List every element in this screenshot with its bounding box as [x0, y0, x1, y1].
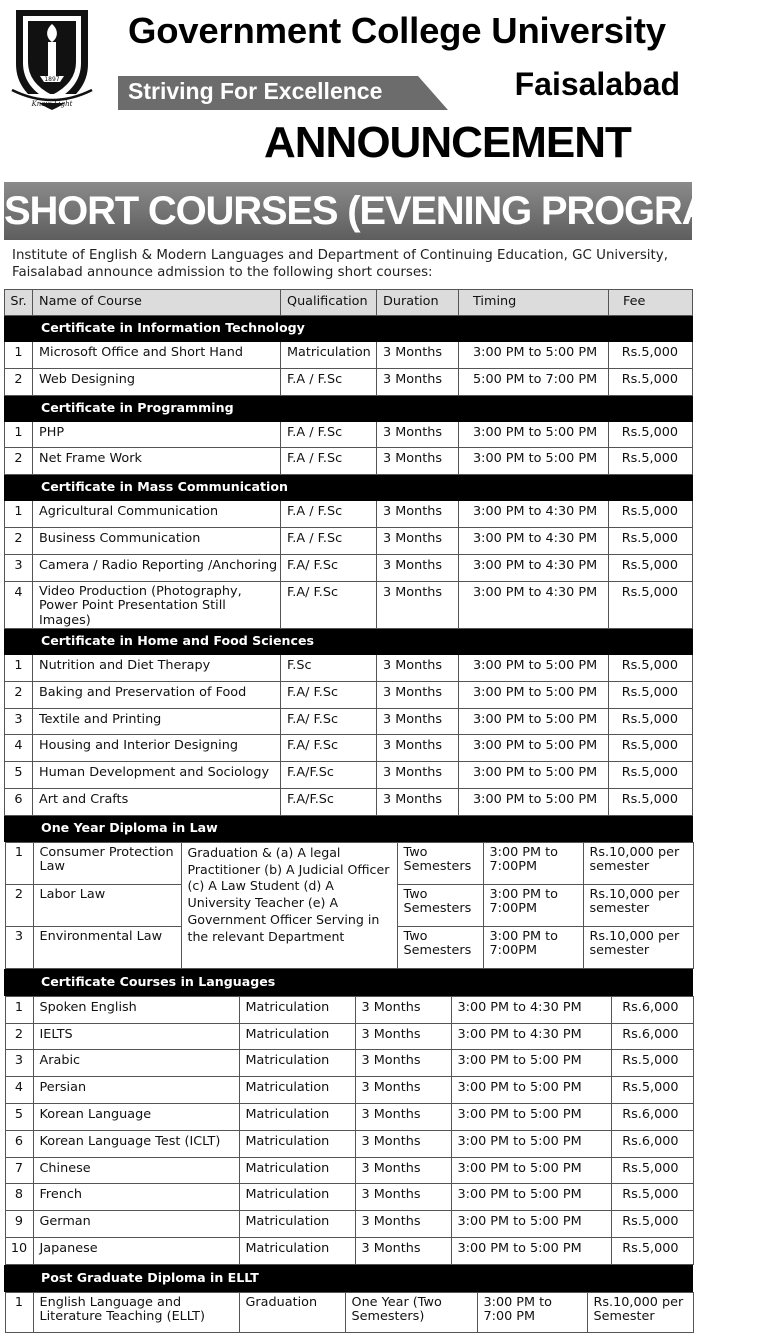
row-qualification: F.A/F.Sc: [281, 789, 377, 816]
row-duration: 3 Months: [355, 1184, 451, 1211]
section-header: [5, 629, 693, 655]
row-duration: 3 Months: [377, 448, 459, 475]
row-sr: 2: [5, 527, 33, 554]
row-timing: 3:00 PM to 4:30 PM: [459, 527, 609, 554]
row-sr: 2: [5, 681, 33, 708]
row-duration: 3 Months: [355, 1238, 451, 1265]
table-row: [5, 1184, 693, 1211]
row-course: Textile and Printing: [33, 708, 281, 735]
row-course: Arabic: [33, 1050, 239, 1077]
row-timing: 3:00 PM to 5:00 PM: [459, 655, 609, 682]
row-course: Video Production (Photography, Power Point Presentation Still Images): [33, 581, 281, 629]
row-fee: Rs.6,000: [611, 1104, 693, 1131]
row-fee: Rs.5,000: [609, 421, 693, 448]
row-fee: Rs.5,000: [609, 554, 693, 581]
row-duration: 3 Months: [377, 527, 459, 554]
row-sr: 2: [5, 368, 33, 395]
row-duration: 3 Months: [355, 1050, 451, 1077]
row-duration: 3 Months: [355, 1211, 451, 1238]
row-fee: Rs.5,000: [609, 735, 693, 762]
lang-table-wrapper-row: [5, 995, 693, 1265]
row-timing: 3:00 PM to 5:00 PM: [459, 708, 609, 735]
row-timing: 3:00 PM to 5:00 PM: [459, 448, 609, 475]
row-qualification: F.A / F.Sc: [281, 527, 377, 554]
row-course: Labor Law: [33, 884, 181, 926]
row-course: Chinese: [33, 1157, 239, 1184]
row-fee: Rs.5,000: [609, 789, 693, 816]
row-course: Business Communication: [33, 527, 281, 554]
row-fee: Rs.5,000: [611, 1211, 693, 1238]
row-timing: 3:00 PM to 4:30 PM: [451, 1023, 611, 1050]
row-duration: 3 Months: [377, 681, 459, 708]
row-duration: 3 Months: [355, 1130, 451, 1157]
row-course: Korean Language: [33, 1104, 239, 1131]
row-timing: 3:00 PM to 5:00 PM: [451, 1184, 611, 1211]
row-sr: 6: [5, 1130, 33, 1157]
row-qualification: Matriculation: [239, 1238, 355, 1265]
row-timing: 3:00 PM to 4:30 PM: [451, 996, 611, 1023]
row-course: Agricultural Communication: [33, 501, 281, 528]
row-sr: 3: [5, 926, 33, 968]
section-header: [5, 395, 693, 421]
row-sr: 3: [5, 1050, 33, 1077]
section-header: [5, 969, 693, 995]
table-row: [5, 1292, 693, 1332]
row-sr: 5: [5, 1104, 33, 1131]
row-timing: 3:00 PM to 4:30 PM: [459, 581, 609, 629]
lang-table-cell: [5, 995, 693, 1265]
pgd-table: [5, 1292, 694, 1333]
table-header-row: [5, 290, 693, 316]
row-timing: 3:00 PM to 5:00 PM: [451, 1157, 611, 1184]
row-fee: Rs.5,000: [609, 342, 693, 369]
row-course: Korean Language Test (ICLT): [33, 1130, 239, 1157]
row-qualification: Matriculation: [239, 1157, 355, 1184]
languages-table: [5, 996, 694, 1265]
table-row: [5, 527, 693, 554]
row-duration: 3 Months: [377, 554, 459, 581]
row-course: Baking and Preservation of Food: [33, 681, 281, 708]
row-duration: 3 Months: [355, 1157, 451, 1184]
intro-text: Institute of English & Modern Languages and Department of Continuing Education, GC University, Faisalabad announce admission to the following short courses:: [12, 248, 668, 280]
row-qualification: F.A/ F.Sc: [281, 708, 377, 735]
crest-motto: Know Light: [31, 100, 73, 108]
row-timing: 3:00 PM to 5:00 PM: [459, 421, 609, 448]
row-course: Camera / Radio Reporting /Anchoring: [33, 554, 281, 581]
row-timing: 3:00 PM to 4:30 PM: [459, 554, 609, 581]
table-row: [5, 762, 693, 789]
row-sr: 1: [5, 842, 33, 884]
row-duration: 3 Months: [377, 421, 459, 448]
row-qualification: F.A/F.Sc: [281, 762, 377, 789]
row-fee: Rs.6,000: [611, 1023, 693, 1050]
header-timing: Timing: [459, 290, 609, 316]
row-fee: Rs.5,000: [611, 1184, 693, 1211]
table-row: [5, 681, 693, 708]
table-row: [5, 501, 693, 528]
table-row: [5, 1050, 693, 1077]
row-course: Japanese: [33, 1238, 239, 1265]
row-qualification: F.A/ F.Sc: [281, 735, 377, 762]
row-course: Human Development and Sociology: [33, 762, 281, 789]
row-qualification: F.A/ F.Sc: [281, 581, 377, 629]
pgd-table-wrapper-row: [5, 1291, 693, 1333]
row-qualification: F.A / F.Sc: [281, 501, 377, 528]
row-timing: 3:00 PM to 7:00 PM: [477, 1292, 587, 1332]
table-row: [5, 581, 693, 629]
row-sr: 1: [5, 1292, 33, 1332]
banner-text: SHORT COURSES (EVENING PROGRAMS): [4, 189, 779, 233]
row-course: Housing and Interior Designing: [33, 735, 281, 762]
section-title-languages: Certificate Courses in Languages: [5, 969, 693, 995]
row-timing: 3:00 PM to 5:00 PM: [451, 1050, 611, 1077]
row-course: Web Designing: [33, 368, 281, 395]
section-title-law: One Year Diploma in Law: [5, 815, 693, 841]
row-qualification: Graduation: [239, 1292, 345, 1332]
section-header: [5, 475, 693, 501]
program-banner: [4, 182, 779, 240]
row-duration: 3 Months: [377, 762, 459, 789]
announcement-header: [0, 0, 696, 182]
pgd-table-cell: [5, 1291, 693, 1333]
law-table-cell: [5, 841, 693, 969]
row-fee: Rs.10,000 per Semester: [587, 1292, 693, 1332]
row-qualification: Matriculation: [239, 1184, 355, 1211]
row-course: Microsoft Office and Short Hand: [33, 342, 281, 369]
row-timing: 3:00 PM to 5:00 PM: [459, 789, 609, 816]
row-fee: Rs.5,000: [609, 448, 693, 475]
row-course: PHP: [33, 421, 281, 448]
table-row: [5, 996, 693, 1023]
crest-year: 1897: [44, 76, 60, 83]
row-timing: 3:00 PM to 5:00 PM: [459, 735, 609, 762]
row-qualification: Matriculation: [239, 1077, 355, 1104]
row-course: French: [33, 1184, 239, 1211]
row-course: English Language and Literature Teaching (ELLT): [33, 1292, 239, 1332]
table-row: [5, 708, 693, 735]
row-timing: 3:00 PM to 5:00 PM: [451, 1104, 611, 1131]
row-timing: 3:00 PM to 5:00 PM: [459, 342, 609, 369]
header-sr: Sr.: [5, 290, 33, 316]
row-duration: 3 Months: [377, 368, 459, 395]
row-course: German: [33, 1211, 239, 1238]
row-fee: Rs.5,000: [609, 681, 693, 708]
table-row: [5, 1077, 693, 1104]
row-duration: 3 Months: [377, 581, 459, 629]
table-row: [5, 842, 693, 884]
table-row: [5, 342, 693, 369]
row-course: Spoken English: [33, 996, 239, 1023]
row-timing: 3:00 PM to 5:00 PM: [451, 1211, 611, 1238]
row-duration: 3 Months: [377, 655, 459, 682]
row-fee: Rs.5,000: [609, 501, 693, 528]
row-qualification: Matriculation: [281, 342, 377, 369]
row-sr: 4: [5, 581, 33, 629]
row-timing: 5:00 PM to 7:00 PM: [459, 368, 609, 395]
section-title-home-food: Certificate in Home and Food Sciences: [5, 629, 693, 655]
law-table-wrapper-row: [5, 841, 693, 969]
row-duration: 3 Months: [377, 501, 459, 528]
row-sr: 6: [5, 789, 33, 816]
row-sr: 3: [5, 708, 33, 735]
university-crest-icon: [10, 6, 94, 114]
row-duration: Two Semesters: [397, 884, 483, 926]
row-course: Net Frame Work: [33, 448, 281, 475]
row-timing: 3:00 PM to 5:00 PM: [459, 681, 609, 708]
row-duration: 3 Months: [355, 1104, 451, 1131]
row-course: Consumer Protection Law: [33, 842, 181, 884]
row-fee: Rs.5,000: [611, 1238, 693, 1265]
table-row: [5, 554, 693, 581]
row-course: Nutrition and Diet Therapy: [33, 655, 281, 682]
header-fee: Fee: [609, 290, 693, 316]
section-header: [5, 316, 693, 342]
row-timing: 3:00 PM to 5:00 PM: [451, 1130, 611, 1157]
row-timing: 3:00 PM to 7:00PM: [483, 926, 583, 968]
table-row: [5, 448, 693, 475]
row-sr: 1: [5, 342, 33, 369]
row-sr: 2: [5, 884, 33, 926]
row-qualification: Matriculation: [239, 996, 355, 1023]
row-qualification: Matriculation: [239, 1211, 355, 1238]
row-duration: One Year (Two Semesters): [345, 1292, 477, 1332]
table-row: [5, 1023, 693, 1050]
table-row: [5, 1157, 693, 1184]
section-header: [5, 815, 693, 841]
row-timing: 3:00 PM to 5:00 PM: [451, 1238, 611, 1265]
row-fee: Rs.6,000: [611, 996, 693, 1023]
row-fee: Rs.6,000: [611, 1130, 693, 1157]
row-duration: 3 Months: [355, 1077, 451, 1104]
university-name: Government College University: [128, 10, 666, 51]
table-row: [5, 1130, 693, 1157]
announcement-title: ANNOUNCEMENT: [264, 118, 631, 167]
row-fee: Rs.5,000: [609, 762, 693, 789]
row-qualification: F.A/ F.Sc: [281, 681, 377, 708]
row-qualification: Matriculation: [239, 1130, 355, 1157]
table-row: [5, 421, 693, 448]
row-qualification: F.A / F.Sc: [281, 448, 377, 475]
slogan: Striving For Excellence: [128, 78, 383, 104]
row-course: Art and Crafts: [33, 789, 281, 816]
row-course: IELTS: [33, 1023, 239, 1050]
row-duration: Two Semesters: [397, 842, 483, 884]
row-fee: Rs.5,000: [611, 1157, 693, 1184]
table-row: [5, 655, 693, 682]
row-sr: 1: [5, 421, 33, 448]
row-fee: Rs.5,000: [609, 581, 693, 629]
row-duration: 3 Months: [355, 996, 451, 1023]
table-row: [5, 789, 693, 816]
row-fee: Rs.5,000: [609, 708, 693, 735]
row-course: Persian: [33, 1077, 239, 1104]
section-title-pgd: Post Graduate Diploma in ELLT: [5, 1265, 693, 1291]
row-qualification: F.A/ F.Sc: [281, 554, 377, 581]
table-row: [5, 1104, 693, 1131]
row-sr: 4: [5, 1077, 33, 1104]
row-sr: 9: [5, 1211, 33, 1238]
row-duration: Two Semesters: [397, 926, 483, 968]
section-title-it: Certificate in Information Technology: [5, 316, 693, 342]
row-sr: 1: [5, 996, 33, 1023]
row-fee: Rs.10,000 per semester: [583, 926, 693, 968]
row-duration: 3 Months: [377, 342, 459, 369]
row-qualification: Matriculation: [239, 1050, 355, 1077]
row-qualification: Matriculation: [239, 1023, 355, 1050]
header-qualification: Qualification: [281, 290, 377, 316]
row-fee: Rs.5,000: [609, 368, 693, 395]
row-sr: 7: [5, 1157, 33, 1184]
table-row: [5, 735, 693, 762]
row-sr: 1: [5, 501, 33, 528]
row-sr: 2: [5, 448, 33, 475]
row-fee: Rs.10,000 per semester: [583, 842, 693, 884]
row-timing: 3:00 PM to 4:30 PM: [459, 501, 609, 528]
row-duration: 3 Months: [355, 1023, 451, 1050]
row-sr: 8: [5, 1184, 33, 1211]
row-sr: 2: [5, 1023, 33, 1050]
header-duration: Duration: [377, 290, 459, 316]
row-fee: Rs.5,000: [609, 527, 693, 554]
table-row: [5, 368, 693, 395]
table-row: [5, 1211, 693, 1238]
law-table: [5, 842, 694, 969]
row-sr: 10: [5, 1238, 33, 1265]
section-title-programming: Certificate in Programming: [5, 395, 693, 421]
courses-table: [4, 289, 693, 1333]
row-timing: 3:00 PM to 5:00 PM: [459, 762, 609, 789]
row-timing: 3:00 PM to 7:00PM: [483, 884, 583, 926]
row-qualification: F.A / F.Sc: [281, 421, 377, 448]
row-timing: 3:00 PM to 7:00PM: [483, 842, 583, 884]
row-fee: Rs.10,000 per semester: [583, 884, 693, 926]
row-sr: 1: [5, 655, 33, 682]
row-duration: 3 Months: [377, 789, 459, 816]
city-name: Faisalabad: [514, 66, 680, 102]
row-course: Environmental Law: [33, 926, 181, 968]
header-name: Name of Course: [33, 290, 281, 316]
row-fee: Rs.5,000: [611, 1050, 693, 1077]
row-sr: 3: [5, 554, 33, 581]
row-qualification: Matriculation: [239, 1104, 355, 1131]
section-header: [5, 1265, 693, 1291]
row-sr: 4: [5, 735, 33, 762]
row-qualification: F.Sc: [281, 655, 377, 682]
row-fee: Rs.5,000: [611, 1077, 693, 1104]
table-row: [5, 1238, 693, 1265]
row-timing: 3:00 PM to 5:00 PM: [451, 1077, 611, 1104]
row-duration: 3 Months: [377, 708, 459, 735]
row-sr: 5: [5, 762, 33, 789]
section-title-mass-communication: Certificate in Mass Communication: [5, 475, 693, 501]
law-qualification: Graduation & (a) A legal Practitioner (b) A Judicial Officer (c) A Law Student (d) A University Teacher (e) A Government Officer Serving in the relevant Department: [181, 842, 397, 968]
row-duration: 3 Months: [377, 735, 459, 762]
row-fee: Rs.5,000: [609, 655, 693, 682]
row-qualification: F.A / F.Sc: [281, 368, 377, 395]
